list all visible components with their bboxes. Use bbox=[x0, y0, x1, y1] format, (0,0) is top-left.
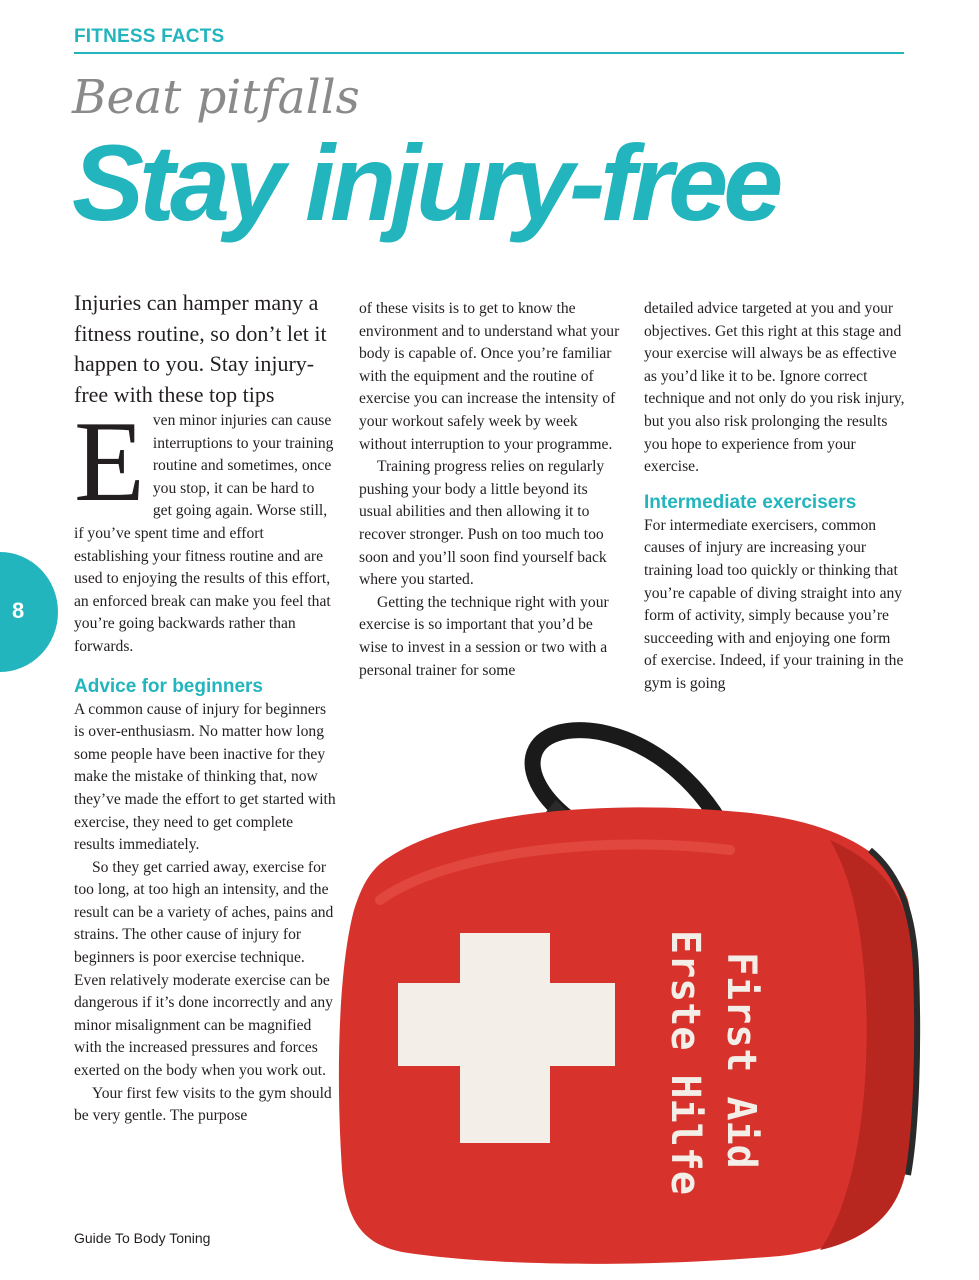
first-aid-kit-photo bbox=[310, 700, 979, 1280]
article-column-3 bbox=[644, 298, 906, 696]
beginners-heading: Advice for beginners bbox=[74, 675, 263, 697]
body-paragraph: Your first few visits to the gym should be very gentle. The purpose bbox=[74, 1084, 332, 1125]
kicker-title: Beat pitfalls bbox=[72, 70, 360, 125]
article-column-1 bbox=[74, 288, 336, 1128]
intermediate-heading: Intermediate exercisers bbox=[644, 491, 857, 513]
section-label: FITNESS FACTS bbox=[74, 26, 225, 47]
body-paragraph: Training progress relies on regularly pushing your body a little beyond its usual abilities and then allowing it to recover stronger. Push on too much too soon and you’ll soon find yourself back where you started. bbox=[359, 458, 607, 589]
header-rule bbox=[74, 52, 904, 54]
body-paragraph: So they get carried away, exercise for too long, at too high an intensity, and the result can be a variety of aches, pains and strains. The other cause of injury for beginners is poor exercise technique. Even relatively moderate exercise can be dangerous if it’s done incorrectly and any minor misalignment can be magnified with the increased pressures and forces exerted on the body when you work out. bbox=[74, 858, 334, 1080]
intro-paragraph bbox=[74, 398, 336, 659]
bag-label-line2: Erste Hilfe bbox=[662, 930, 708, 1195]
drop-cap: E bbox=[74, 398, 145, 526]
body-paragraph: For intermediate exercisers, common causes of injury are increasing your training load too quickly or thinking that you’re capable of diving straight into any form of activity, simply because you’re succeeding with and enjoying one form of exercise. Indeed, if your training in the gym is going bbox=[644, 516, 904, 692]
page-number-tab bbox=[0, 552, 58, 672]
body-paragraph: A common cause of injury for beginners is over-enthusiasm. No matter how long some people have been inactive for they make the mistake of thinking that, now they’ve made the effort to get started with exercise, they need to get complete results immediately. bbox=[74, 700, 336, 854]
footer-publication: Guide To Body Toning bbox=[74, 1230, 211, 1246]
body-paragraph: Getting the technique right with your exercise is so important that you’d be wise to invest in a session or two with a personal trainer for some bbox=[359, 593, 609, 679]
body-paragraph: detailed advice targeted at you and your objectives. Get this right at this stage and your exercise will always be as effective as you’d like it to be. Ignore correct technique and not only do you risk injury, but you also risk prolonging the results you hope to experience from your exercise. bbox=[644, 300, 905, 476]
intro-text: ven minor injuries can cause interruptions to your training routine and sometimes, once you stop, it can be hard to get going again. Worse still, if you’ve spent time and effort establishing your fitness routine and are used to enjoying the results of this effort, an enforced break can make you feel that you’re going backwards rather than forwards. bbox=[74, 412, 334, 655]
body-paragraph: of these visits is to get to know the environment and to understand what your body is capable of. Once you’re familiar with the equipment and the routine of exercise you can increase the intensity of your workout safely week by week without interruption to your programme. bbox=[359, 300, 620, 453]
bag-label-line1: First Aid bbox=[718, 952, 764, 1169]
article-column-2 bbox=[359, 298, 621, 682]
page-title: Stay injury-free bbox=[72, 122, 779, 243]
page-number: 8 bbox=[12, 598, 25, 623]
standfirst: Injuries can hamper many a fitness routine, so don’t let it happen to you. Stay injury-free with these top tips bbox=[74, 290, 327, 407]
